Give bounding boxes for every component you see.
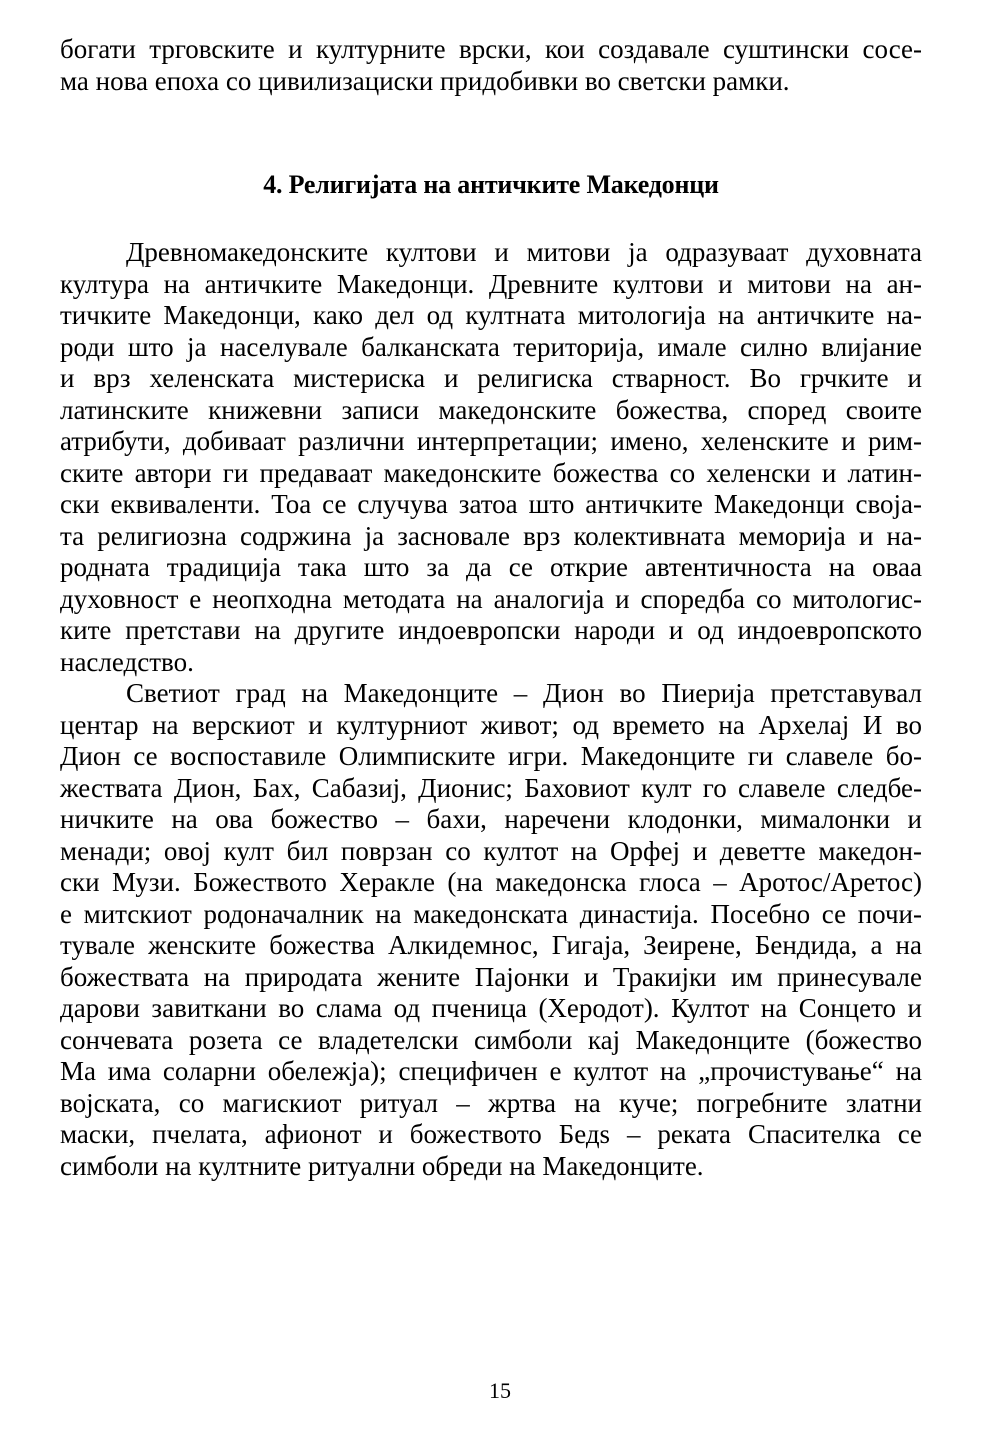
text-line: ма нова епоха со цивилизациски придобивки во светски рамки.: [60, 65, 790, 96]
section-heading: 4. Религијата на античките Македонци: [263, 170, 719, 199]
text-line: духовност е неопходна методата на аналогија и споредба со митологис-: [60, 583, 922, 614]
text-line: Древномакедонските култови и митови ја одразуваат духовната: [126, 237, 922, 267]
text-line: Ма има соларни обележја); специфичен е култот на „прочистување“ на: [60, 1056, 922, 1086]
intro-paragraph: [60, 34, 922, 97]
page-number: 15: [489, 1378, 511, 1403]
text-line: ките претстави на другите индоевропски народи и од индоевропското: [60, 615, 922, 645]
text-line: е митскиот родоначалник на македонската династија. Посебно се почи-: [60, 898, 922, 929]
text-line: центар на верскиот и културниот живот; од времето на Архелај И во: [60, 709, 922, 740]
text-line: сончевата розета се владетелски симболи кај Македонците (божество: [60, 1024, 922, 1055]
text-line: жествата Дион, Бах, Сабазиј, Дионис; Баховиот култ го славеле следбе-: [60, 772, 922, 803]
text-line: тувале женските божества Алкидемнос, Гигаја, Зеирене, Бендида, а на: [60, 930, 922, 960]
text-line: симболи на култните ритуални обреди на Македонците.: [60, 1150, 704, 1181]
text-line: атрибути, добиваат различни интерпретации; имено, хеленските и рим-: [60, 426, 922, 456]
text-line: ските автори ги предаваат македонските божества со хеленски и латин-: [60, 457, 922, 488]
text-line: војската, со магискиот ритуал – жртва на куче; погребните златни: [60, 1087, 922, 1118]
text-line: тичките Македонци, како дел од култната митологија на античките на-: [60, 300, 922, 330]
text-line: богати трговските и културните врски, кои создавале суштински сосе-: [60, 34, 922, 64]
text-line: божествата на природата жените Пајонки и Тракијки им принесувале: [60, 961, 922, 992]
text-line: латинските книжевни записи македонските божества, според своите: [60, 394, 922, 425]
text-line: родната традиција така што за да се открие автентичноста на оваа: [60, 552, 922, 582]
paragraph-1: [60, 237, 922, 678]
text-line: дарови завиткани во слама од пченица (Херодот). Култот на Сонцето и: [60, 993, 922, 1023]
text-line: менади; овој култ бил поврзан со култот на Орфеј и деветте македон-: [60, 835, 922, 866]
paragraph-2: [60, 678, 922, 1182]
text-line: и врз хеленската мистериска и религиска стварност. Во грчките и: [60, 363, 922, 393]
text-line: ски еквиваленти. Тоа се случува затоа што античките Македонци своја-: [60, 489, 922, 519]
text-line: та религиозна содржина ја засновале врз колективната меморија и на-: [60, 520, 922, 551]
text-line: маски, пчелата, афионот и божеството Бедѕ – реката Спасителка се: [60, 1119, 922, 1149]
text-line: наследство.: [60, 646, 194, 677]
text-line: ски Музи. Божеството Херакле (на македонска глоса – Аротос/Аретос): [60, 867, 922, 897]
text-line: роди што ја населувале балканската територија, имале силно влијание: [60, 331, 922, 362]
text-line: култура на античките Македонци. Древните култови и митови на ан-: [60, 268, 922, 299]
text-line: Дион се воспоставиле Олимписките игри. Македонците ги славеле бо-: [60, 741, 922, 771]
text-line: ничките на ова божество – бахи, наречени клодонки, мималонки и: [60, 804, 922, 834]
text-line: Светиот град на Македонците – Дион во Пиерија претставувал: [126, 678, 922, 708]
